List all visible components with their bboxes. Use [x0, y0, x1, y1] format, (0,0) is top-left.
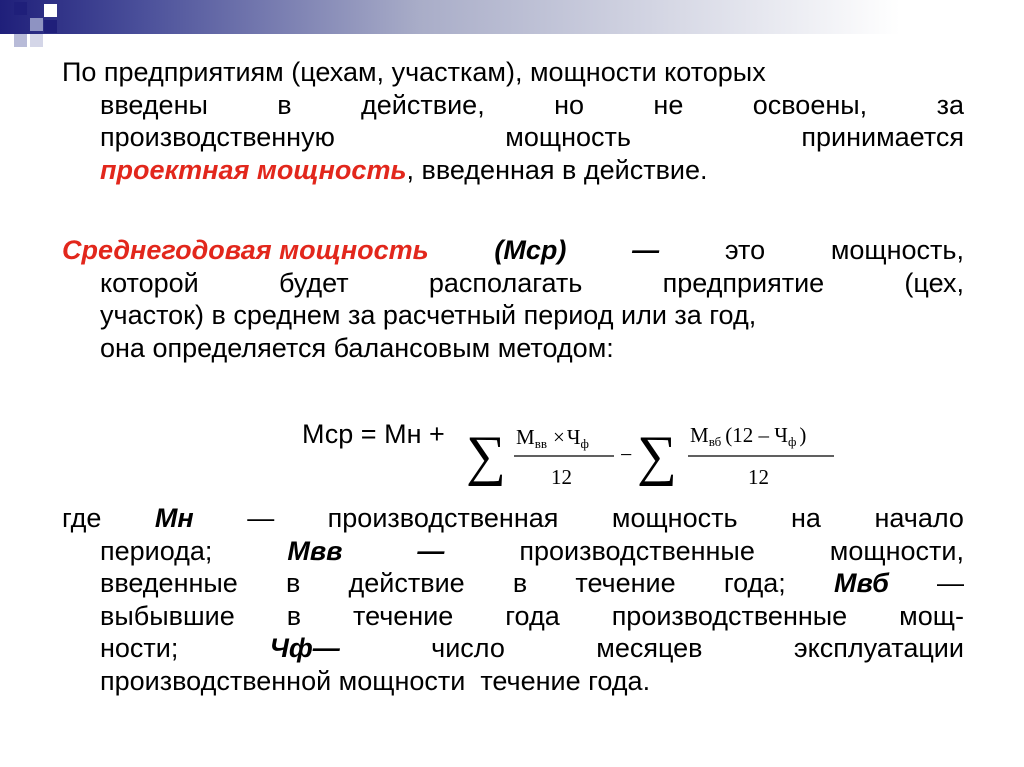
- p3-l2-w0: периода;: [100, 535, 213, 566]
- p3-line-4: [62, 600, 964, 633]
- p3-l4-w1: в: [286, 600, 302, 631]
- sum-sign-2: ∑: [637, 425, 677, 487]
- frac2-numerator: [690, 423, 806, 449]
- p3-l3-w6: Мвб: [833, 568, 889, 598]
- p2-l2-w4: (цех,: [904, 267, 964, 298]
- p3-l1-w2: —: [247, 503, 275, 533]
- p1-l3-w1: мощность: [505, 122, 631, 152]
- p2-l1-w0: (Мср): [494, 235, 567, 265]
- p2-l2-w1: будет: [278, 267, 349, 298]
- p3-l1-w0: где: [62, 503, 102, 533]
- p3-l4-w2: течение: [353, 600, 454, 631]
- p2-l2-w3: предприятие: [662, 267, 825, 298]
- p3-l3-w1: в: [286, 568, 301, 598]
- term-average-annual-capacity: Среднегодовая мощность: [62, 235, 429, 265]
- frac1-ch-sub: ф: [580, 436, 589, 451]
- p2-l2-w0: которой: [100, 267, 199, 298]
- p2-line-3: участок) в среднем за расчетный период или за год,: [100, 300, 757, 330]
- paragraph-legend: [62, 502, 964, 697]
- frac1-denominator: 12: [551, 465, 572, 489]
- p1-l2-w5: освоены,: [752, 89, 868, 120]
- p1-l3-w2: принимается: [801, 122, 964, 152]
- frac1-numerator: [516, 425, 589, 451]
- p1-l2-w3: но: [554, 89, 585, 120]
- frac1-times: ×: [552, 425, 565, 449]
- p3-l3-w4: течение: [575, 568, 676, 598]
- p1-line-3: [62, 121, 964, 154]
- frac2-m: М: [690, 423, 709, 447]
- frac2-m-sub: вб: [708, 434, 722, 449]
- p3-l3-w7: —: [936, 568, 964, 598]
- frac1-m-sub: вв: [534, 436, 547, 451]
- p3-l3-w5: года;: [723, 568, 786, 598]
- p3-l4-w3: года: [505, 600, 560, 631]
- decor-square-5: [30, 34, 43, 47]
- p3-l5-w0: ности;: [100, 633, 179, 663]
- p3-l4-w5: мощ-: [899, 600, 964, 631]
- p3-l1-w5: на: [791, 503, 821, 533]
- p3-line-5: [62, 632, 964, 665]
- p3-l2-w1: Мвв: [287, 535, 343, 566]
- p3-l5-w4: эксплуатации: [793, 633, 964, 663]
- p2-l1-w3: мощность,: [830, 235, 964, 265]
- p3-line-6: производственной мощности течение года.: [100, 665, 651, 696]
- term-project-capacity: проектная мощность: [100, 154, 407, 185]
- formula-lhs: Мср = Мн +: [302, 419, 445, 449]
- decor-square-3: [44, 4, 57, 17]
- p3-l3-w3: в: [512, 568, 528, 598]
- p3-l1-w3: производственная: [327, 503, 559, 533]
- p3-l1-w6: начало: [874, 503, 964, 533]
- p1-line-4: [62, 154, 964, 187]
- p3-l3-w0: введенные: [100, 568, 238, 598]
- p1-line-1: По предприятиям (цехам, участкам), мощности которых: [62, 57, 766, 87]
- p1-l2-w2: действие,: [361, 89, 485, 120]
- p2-line-2: [62, 267, 964, 300]
- paragraph-average-annual-capacity: [62, 234, 964, 364]
- p2-line-1: [62, 234, 964, 267]
- p1-l2-w6: за: [936, 89, 964, 120]
- p3-l2-w4: мощности,: [829, 535, 964, 566]
- frac1-ch: Ч: [566, 425, 581, 449]
- decor-square-2: [30, 18, 43, 31]
- decor-square-6: [44, 20, 57, 33]
- p1-l2-w1: в: [277, 89, 292, 120]
- p3-line-3: [62, 567, 964, 600]
- p3-l2-w3: производственные: [519, 535, 755, 566]
- p3-l1-w1: Мн: [154, 503, 194, 533]
- p2-l2-w2: располагать: [428, 267, 583, 298]
- paragraph-project-capacity: [62, 56, 964, 186]
- decor-square-4: [14, 34, 27, 47]
- p3-l5-w3: месяцев: [596, 633, 703, 663]
- p2-l1-w1: —: [632, 235, 660, 265]
- frac2-close: ): [799, 423, 807, 447]
- p1-l2-w0: введены: [100, 89, 208, 120]
- p2-l1-w2: это: [724, 235, 766, 265]
- minus-sign: −: [620, 442, 633, 467]
- frac2-open: (12 – Ч: [725, 423, 788, 447]
- p3-l3-w2: действие: [348, 568, 465, 598]
- p3-l5-w2: число: [431, 633, 505, 663]
- p2-line-4: она определяется балансовым методом:: [100, 332, 614, 363]
- p1-l2-w4: не: [653, 89, 684, 120]
- frac2-denominator: 12: [748, 465, 769, 489]
- p1-line-2: [62, 89, 964, 122]
- sum-sign-1: ∑: [466, 425, 506, 487]
- p1-l4-rest: , введенная в действие.: [406, 154, 708, 185]
- frac1-m: М: [516, 425, 535, 449]
- p3-l5-w1: Чф—: [269, 633, 340, 663]
- p3-l2-w2: —: [417, 535, 445, 566]
- p3-line-2: [62, 535, 964, 568]
- p3-line-1: [62, 502, 964, 535]
- frac2-ch-sub: ф: [787, 434, 797, 449]
- p3-l4-w0: выбывшие: [100, 600, 235, 631]
- p3-l1-w4: мощность: [611, 503, 738, 533]
- decor-square-1: [14, 2, 27, 15]
- header-gradient-bar: [0, 0, 1024, 34]
- p3-l4-w4: производственные: [611, 600, 848, 631]
- p1-l3-w0: производственную: [100, 122, 335, 152]
